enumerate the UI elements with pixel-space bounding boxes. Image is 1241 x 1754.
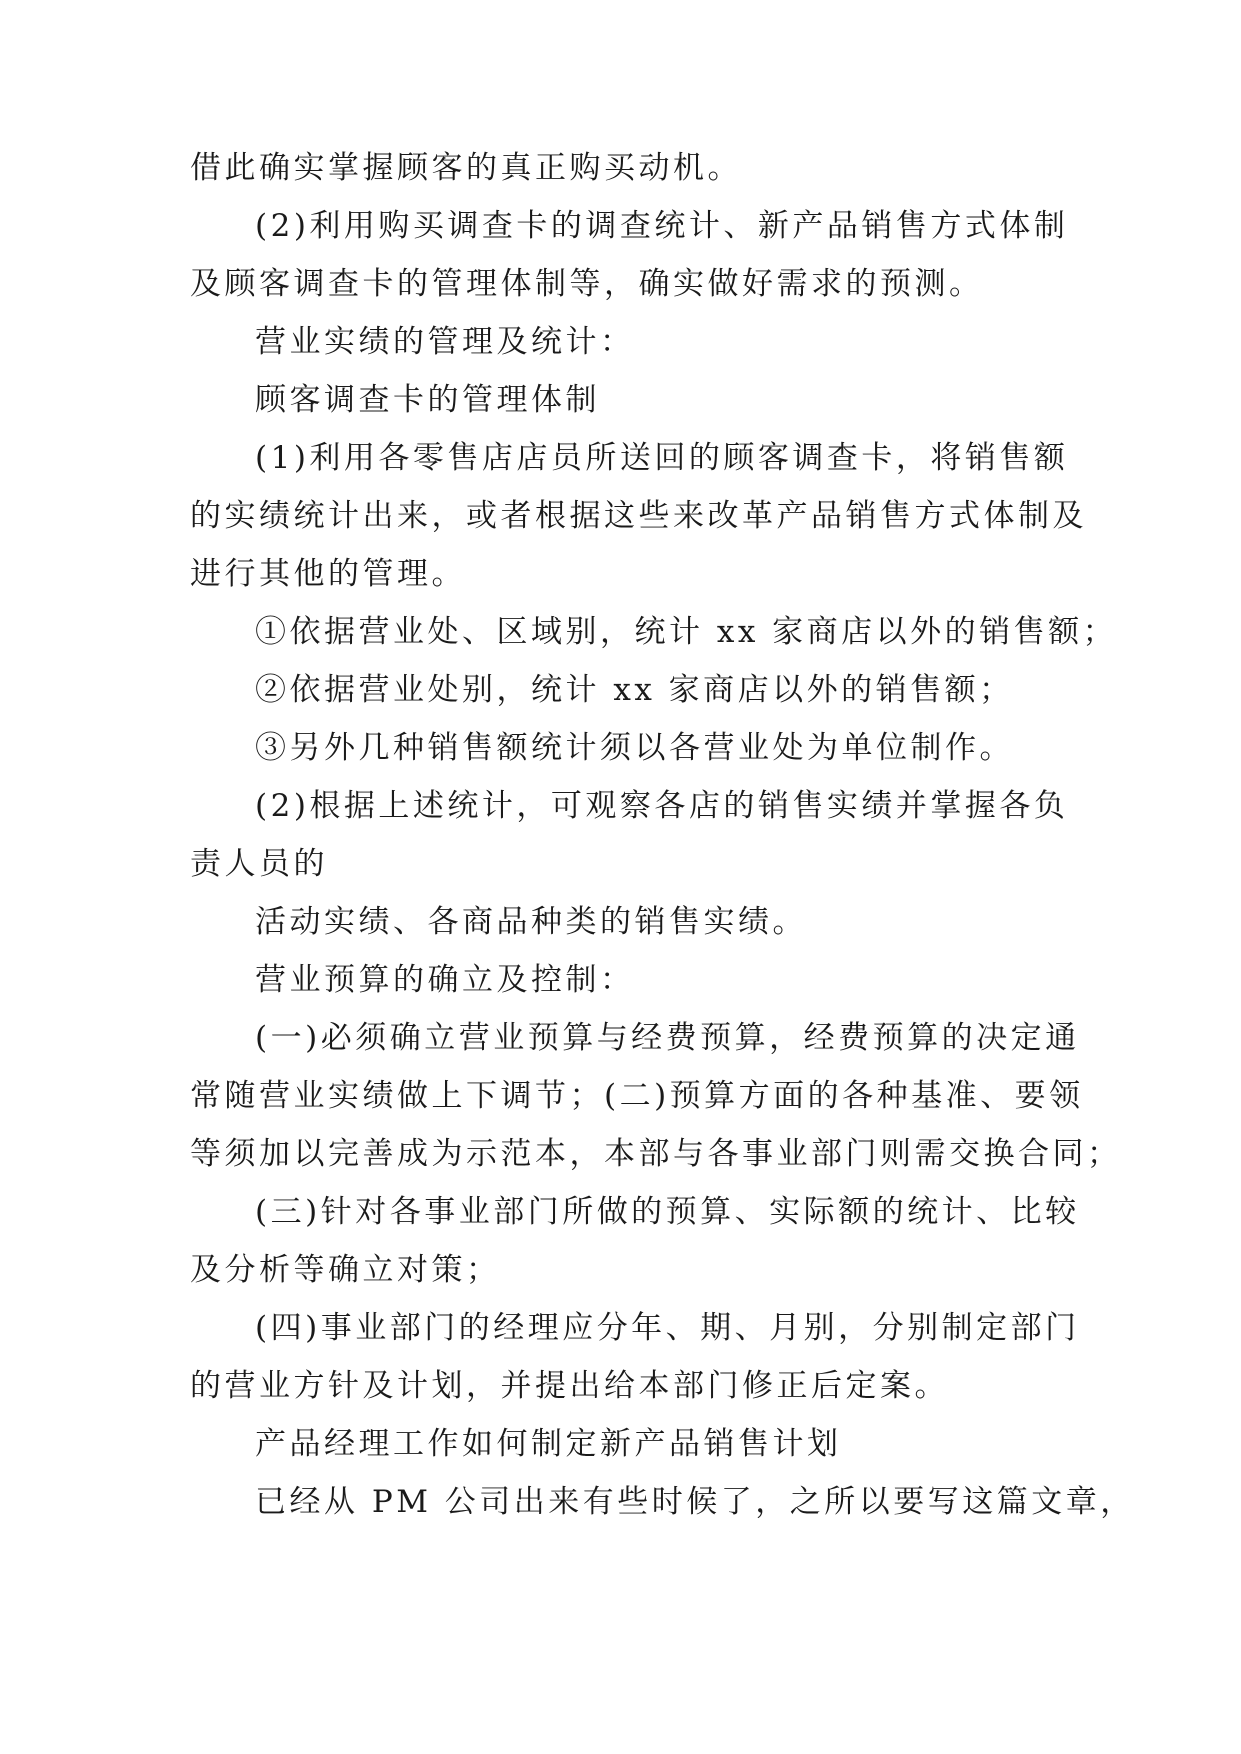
text-line: 责人员的	[190, 846, 328, 882]
text-line: ①依据营业处、区域别，统计 xx 家商店以外的销售额；	[255, 614, 1118, 650]
text-line: (2)根据上述统计，可观察各店的销售实绩并掌握各负	[255, 788, 1069, 824]
text-line: ③另外几种销售额统计须以各营业处为单位制作。	[255, 730, 1014, 766]
text-line: 顾客调查卡的管理体制	[255, 382, 600, 418]
text-line: 营业预算的确立及控制：	[255, 962, 635, 998]
text-line: 产品经理工作如何制定新产品销售计划	[255, 1426, 842, 1462]
text-line: (四)事业部门的经理应分年、期、月别，分别制定部门	[255, 1310, 1080, 1346]
text-line: 已经从 PM 公司出来有些时候了，之所以要写这篇文章，	[255, 1484, 1135, 1520]
text-line: (2)利用购买调查卡的调查统计、新产品销售方式体制	[255, 208, 1069, 244]
text-line: ②依据营业处别，统计 xx 家商店以外的销售额；	[255, 672, 1014, 708]
text-line: 进行其他的管理。	[190, 556, 466, 592]
text-line: 等须加以完善成为示范本，本部与各事业部门则需交换合同；	[190, 1136, 1122, 1172]
text-line: (三)针对各事业部门所做的预算、实际额的统计、比较	[255, 1194, 1080, 1230]
text-line: 活动实绩、各商品种类的销售实绩。	[255, 904, 807, 940]
text-line: 及顾客调查卡的管理体制等，确实做好需求的预测。	[190, 266, 984, 302]
text-line: 营业实绩的管理及统计：	[255, 324, 635, 360]
text-line: 的实绩统计出来，或者根据这些来改革产品销售方式体制及	[190, 498, 1087, 534]
text-line: 常随营业实绩做上下调节；(二)预算方面的各种基准、要领	[190, 1078, 1084, 1114]
text-line: 的营业方针及计划，并提出给本部门修正后定案。	[190, 1368, 949, 1404]
text-line: (1)利用各零售店店员所送回的顾客调查卡，将销售额	[255, 440, 1069, 476]
text-line: (一)必须确立营业预算与经费预算，经费预算的决定通	[255, 1020, 1080, 1056]
text-line: 及分析等确立对策；	[190, 1252, 501, 1288]
text-line: 借此确实掌握顾客的真正购买动机。	[190, 150, 742, 186]
